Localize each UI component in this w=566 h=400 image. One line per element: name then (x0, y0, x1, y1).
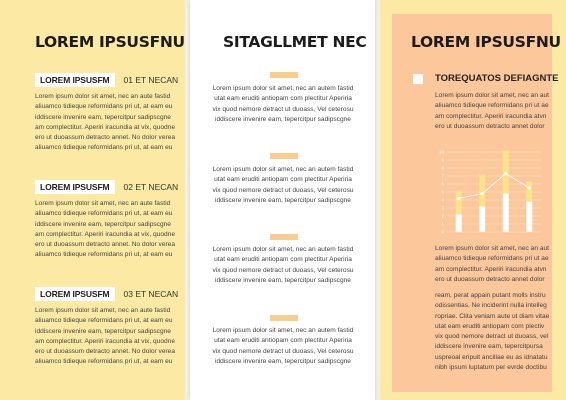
trend-line (459, 174, 530, 199)
y-tick-label-1: 1 (441, 221, 444, 227)
y-tick-label-4: 4 (441, 197, 444, 203)
y-tick-label-7: 7 (441, 173, 444, 179)
trend-point-2 (504, 172, 507, 175)
right-column-title: LOREM IPSUSFNU (411, 33, 561, 51)
y-tick-label-6: 6 (441, 181, 444, 187)
card-text-1: Lorem ipsum dolor sit amet, nec an aut aliuamco tidieque reformidans pri ut ae am complectitur. Aperiri iracundia atvn ero ut duoassum detracto annet dolor (435, 92, 549, 130)
y-tick-label-9: 9 (441, 157, 444, 163)
card-subtitle: TOREQUATOS DEFIAGNTE (435, 73, 559, 84)
y-tick-label-2: 2 (441, 213, 444, 219)
section-text-1: Lorem ipsum dolor sit amet, nec an aute fastid aliuamco tidieque reformidans pri ut, at eam eu iddiscere invenire eam, tepercitpur sadipscgne am complectitur. Aperiri iracundia at vix, quodne ero ut duoassum detracto annet. No dolor verea aliuamco tidieque reformidans pri ut, at eam eu (35, 93, 176, 152)
section-text-2: Lorem ipsum dolor sit amet, nec an aute fastid aliuamco tidieque reformidans pri ut, at eam eu iddiscere invenire eam, tepercitpur sadipscgne am complectitur. Aperiri iracundia at vix, quodne ero ut duoassum detracto annet. No dolor verea aliuamco tidieque reformidans pri ut, at eam eu (35, 200, 176, 259)
left-column-title: LOREM IPSUSFNU (35, 33, 185, 51)
bar-s1-2 (503, 150, 509, 193)
middle-text-3: Lorem ipsum dolor sit amet, nec an autem fastid utat eam eruditi antiopam com plectitur Aperiria vix quod nemore detract ut duoass, Vel ceterosu iddiscere invenire eam, tepercitpur sadipscgne (212, 246, 354, 284)
section-label-3: LOREM IPSUSFM (35, 287, 115, 301)
y-tick-label-0: 0 (441, 229, 444, 235)
middle-column-title: SITAGLLMET NEC (223, 33, 367, 51)
y-tick-label-5: 5 (441, 189, 444, 195)
section-label-1: LOREM IPSUSFM (35, 73, 115, 87)
divider-marker-2 (270, 153, 298, 159)
section-number-2: 02 ET NECAN (123, 182, 179, 192)
bar-chart (435, 146, 545, 236)
section-header-1 (35, 73, 178, 87)
bar-s0-1 (479, 206, 485, 232)
bar-s1-0 (456, 190, 462, 214)
divider-marker-3 (270, 234, 298, 240)
section-text-3: Lorem ipsum dolor sit amet, nec an aute fastid aliuamco tidieque reformidans pri ut, at eam eu iddiscere invenire eam, tepercitpur sadipscgne am complectitur. Aperiri iracundia at vix, quodne ero ut duoassum detracto annet. No dolor verea aliuamco tidieque reformidans pri ut, at eam eu (35, 307, 176, 366)
trend-point-0 (457, 197, 460, 200)
bar-s0-2 (503, 194, 509, 232)
card-text-3: ream, perat appain putant molls instru odissentias. Ne inciderint nulla intelleg ropriae. Clita veniam aute ut diam vitae utat eam eruditi antiopam com plectiv vix quod nemore detract ut duoass, vel iddiscere invenire eam, tepercitpursa uspreoal eripuit ancillae eu as idnatatu nibh ipsum luptatum per evrde doctibu (435, 292, 550, 372)
y-tick-label-3: 3 (441, 205, 444, 211)
card-subtitle-row (413, 73, 559, 84)
divider-marker-4 (270, 315, 298, 321)
y-tick-label-8: 8 (441, 165, 444, 171)
right-card (392, 14, 561, 392)
section-header-2 (35, 180, 178, 194)
section-number-1: 01 ET NECAN (123, 75, 179, 85)
middle-text-4: Lorem ipsum dolor sit amet, nec an autem fastid utat eam eruditi antiopam com plectitur Aperiria vix quod nemore detract ut duoass, Vel ceterosu iddiscere invenire eam, tepercitpur sadipscgne (212, 327, 354, 365)
square-bullet-icon (413, 74, 423, 84)
section-header-3 (35, 287, 178, 301)
left-column (0, 0, 185, 400)
card-text-2: Lorem ipsum dolor sit amet, nec an aut aliuamco tidieque reformidans pri ut ae am complectitur. Aperiri iracundia atvn ero ut duoassum detracto annet dolor (435, 245, 549, 283)
bar-s0-3 (526, 202, 532, 232)
middle-text-1: Lorem ipsum dolor sit amet, nec an autem fastid utat eam eruditi antiopam com plectitur Aperiria vix quod nemore detract ut duoass, Vel ceterosu iddiscere invenire eam, tepercitpur sadipscgne (212, 85, 354, 123)
bar-s1-1 (479, 174, 485, 206)
trend-point-1 (481, 192, 484, 195)
middle-column (190, 0, 375, 400)
section-label-2: LOREM IPSUSFM (35, 180, 115, 194)
trend-point-3 (528, 186, 531, 189)
right-column (380, 0, 566, 400)
divider-marker-1 (270, 72, 298, 78)
middle-text-2: Lorem ipsum dolor sit amet, nec an autem fastid utat eam eruditi antiopam com plectitur Aperiria vix quod nemore detract ut duoass, Vel ceterosu iddiscere invenire eam, tepercitpur sadipscgne (212, 166, 354, 204)
section-number-3: 03 ET NECAN (123, 289, 179, 299)
bar-s1-3 (526, 182, 532, 202)
y-tick-label-10: 10 (438, 149, 444, 155)
bar-s0-0 (456, 214, 462, 232)
